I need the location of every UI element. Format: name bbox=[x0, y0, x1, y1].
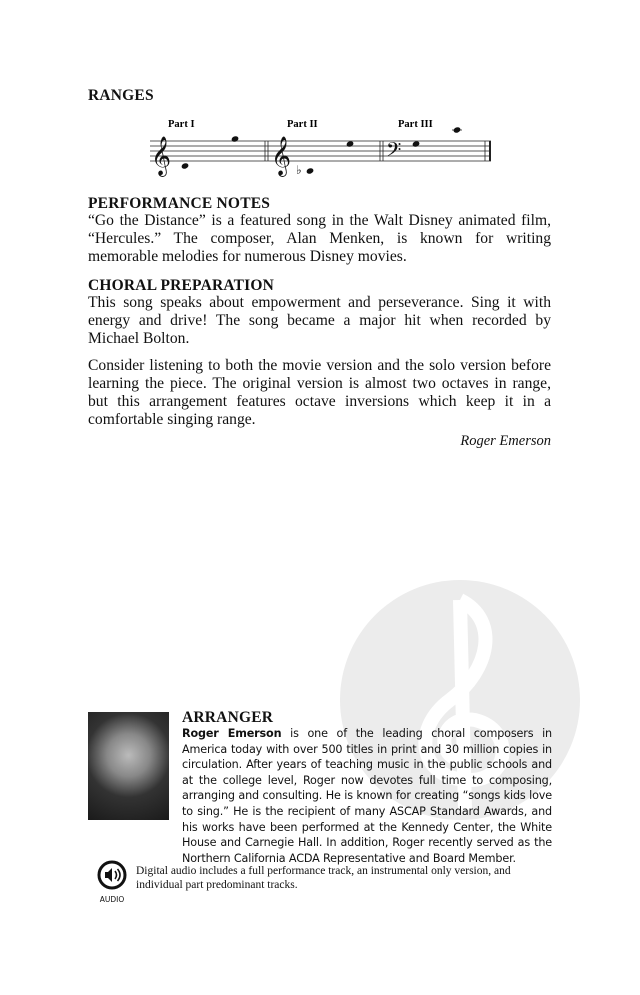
part-3-label: Part III bbox=[398, 119, 433, 130]
ranges-staff bbox=[150, 112, 495, 182]
choral-preparation-paragraph: Consider listening to both the movie version and the solo version before learning the piece. The original version is almost two octaves in range, but this arrangement features octave inversions which keep it in a comfortable singing range. bbox=[88, 357, 551, 428]
part-2-label: Part II bbox=[287, 119, 318, 130]
flat-icon: ♭ bbox=[296, 163, 302, 177]
signature: Roger Emerson bbox=[460, 433, 551, 449]
audio-icon bbox=[97, 860, 127, 890]
audio-badge bbox=[96, 860, 128, 904]
ranges-heading: RANGES bbox=[88, 87, 154, 104]
part-1-label: Part I bbox=[168, 119, 195, 130]
performance-notes-text: “Go the Distance” is a featured song in the Walt Disney animated film, “Hercules.” The composer, Alan Menken, is known for writing memorable melodies for numerous Disney movies. bbox=[88, 212, 551, 265]
range-notes bbox=[181, 126, 461, 174]
arranger-bio bbox=[182, 726, 552, 866]
performance-notes-heading: PERFORMANCE NOTES bbox=[88, 195, 271, 212]
arranger-bio-text: is one of the leading choral composers in America today with over 500 titles in print and 30 million copies in circulation. After years of teaching music in the public schools and at the college level, Roger now devotes full time to composing, arranging and consulting. He is known for creating “songs kids love to sing.” He is the recipient of many ASCAP Standard Awards, and his works have been performed at the Kennedy Center, the White House and Carnegie Hall. In addition, Roger recently served as the Northern California ACDA Representative and Board Member. bbox=[182, 727, 553, 865]
arranger-heading: ARRANGER bbox=[182, 709, 274, 726]
audio-description: Digital audio includes a full performance track, an instrumental only version, and individual part predominant tracks. bbox=[136, 865, 511, 891]
treble-clef-icon: 𝄞 bbox=[271, 136, 292, 176]
audio-label: AUDIO bbox=[99, 895, 125, 904]
arranger-photo bbox=[88, 712, 169, 820]
choral-preparation-paragraph: This song speaks about empowerment and perseverance. Sing it with energy and drive! The song became a major hit when recorded by Michael Bolton. bbox=[88, 294, 551, 347]
treble-clef-icon: 𝄞 bbox=[151, 136, 172, 176]
bass-clef-icon: 𝄢 bbox=[386, 138, 402, 166]
choral-preparation-heading: CHORAL PREPARATION bbox=[88, 277, 275, 294]
arranger-name: Roger Emerson bbox=[182, 727, 282, 740]
